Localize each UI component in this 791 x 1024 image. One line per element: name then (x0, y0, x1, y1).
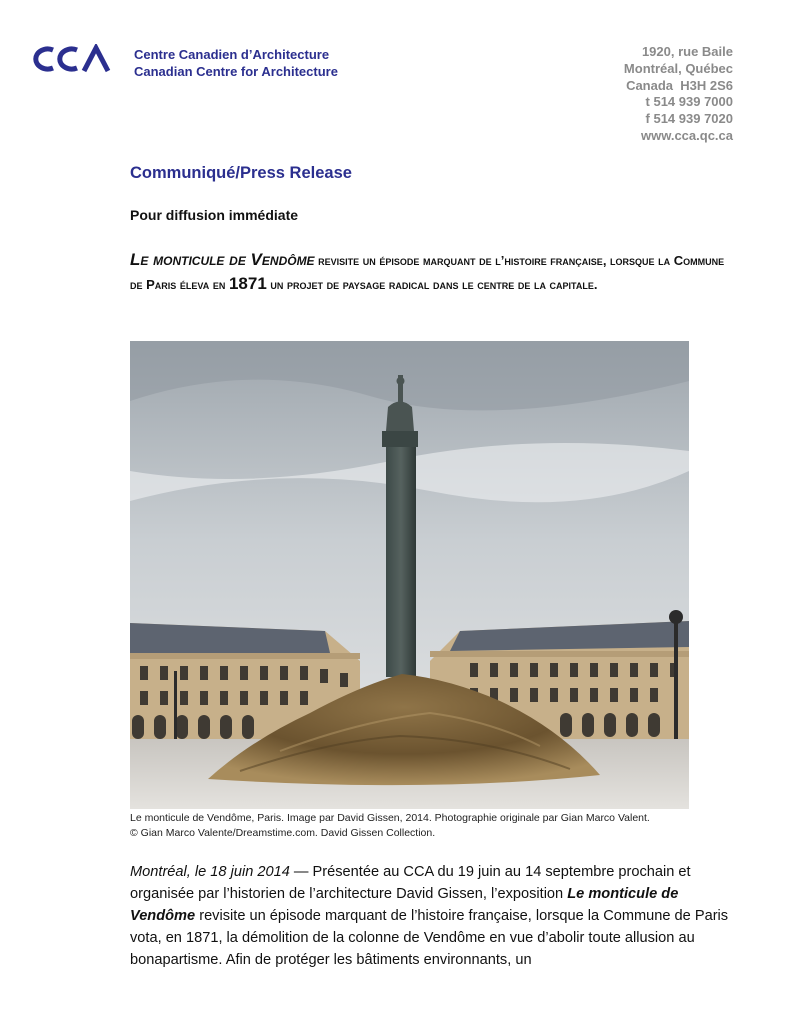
cca-logo-mark (31, 44, 111, 74)
body-exhibition-title: Le monticule de Vendôme (130, 886, 679, 924)
body-text-2: revisite un épisode marquant de l’histoire française, lorsque la Commune de Paris vota, en 1871, la démolition de la colonne de Vendôme en vue d’abolir toute allusion au bonapartisme. Afin de protéger les bâtiments environnants, un (130, 908, 729, 968)
immediate-release-label: Pour diffusion immédiate (130, 207, 299, 223)
address-web: www.cca.qc.ca (640, 127, 733, 143)
address-tel: t 514 939 7000 (645, 94, 733, 110)
caption-line-2: © Gian Marco Valente/Dreamstime.com. David Gissen Collection. (130, 827, 436, 839)
headline-text-1: revisite un épisode marquant de l’histoire française, lorsque la Commune de Paris éleva en (130, 253, 725, 292)
place-vendome-illustration (130, 341, 689, 809)
headline (130, 248, 730, 296)
body-paragraph (130, 861, 730, 971)
caption-line-1: Le monticule de Vendôme, Paris. Image par David Gissen, 2014. Photographie originale par Gian Marco Valent. (130, 812, 650, 824)
dateline: Montréal, le 18 juin 2014 (130, 864, 290, 880)
org-name-fr: Centre Canadien d’Architecture (134, 47, 330, 62)
exhibition-photo (130, 341, 689, 809)
headline-text-2: un projet de paysage radical dans le centre de la capitale. (266, 277, 598, 292)
press-release-label: Communiqué/Press Release (130, 164, 352, 182)
headline-year: 1871 (228, 274, 267, 293)
address-street: 1920, rue Baile (641, 44, 733, 59)
photo-caption (130, 811, 730, 841)
headline-exhibition-title: Le monticule de Vendôme (130, 250, 315, 269)
organization-name (134, 46, 338, 80)
address-city: Montréal, Québec (623, 60, 733, 76)
cca-logo (31, 44, 111, 74)
body-text-1: — Présentée au CCA du 19 juin au 14 septembre prochain et organisée par l’historien de l’architecture David Gissen, l’exposition (130, 864, 691, 902)
address-postal: Canada H3H 2S6 (626, 77, 733, 93)
address-fax: f 514 939 7020 (645, 111, 733, 127)
address-block (624, 44, 733, 145)
org-name-en: Canadian Centre for Architecture (134, 64, 338, 79)
